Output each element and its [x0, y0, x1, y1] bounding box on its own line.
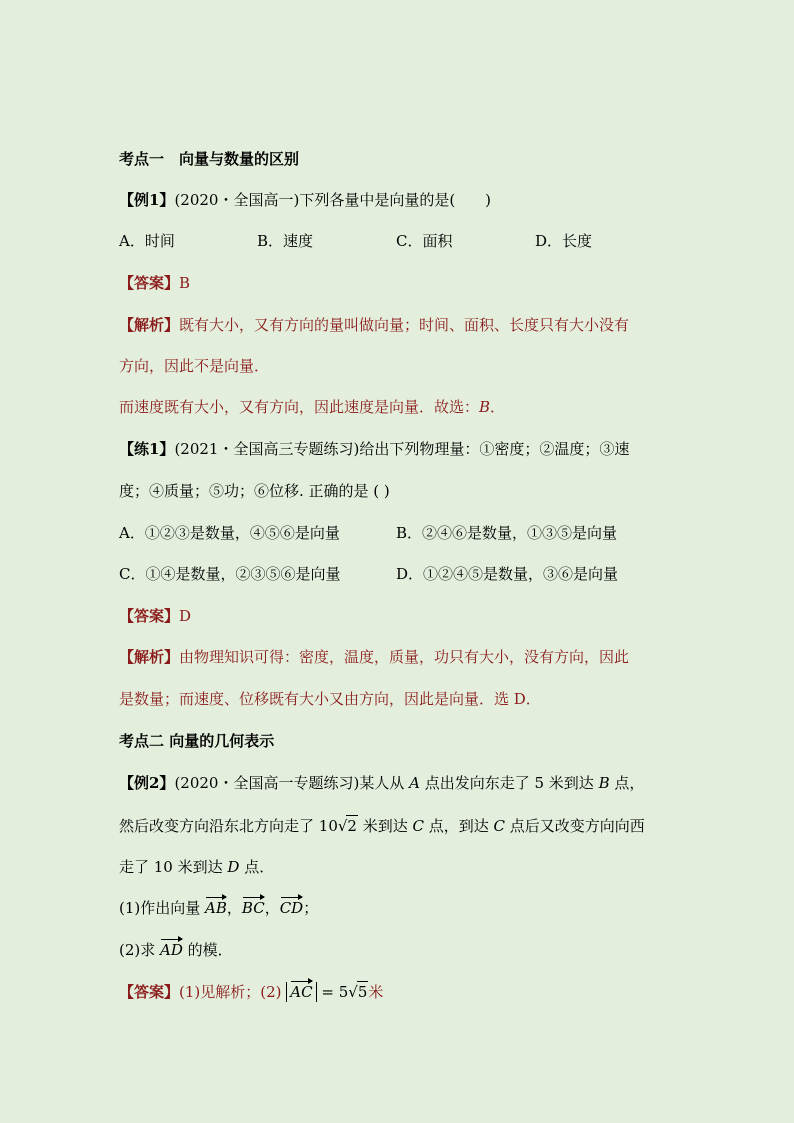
example-1-analysis-line-2: 方向，因此不是向量． [119, 357, 270, 375]
example-1-option-a: A．时间 [119, 232, 175, 250]
example-1-option-c: C．面积 [396, 232, 453, 250]
practice-1-stem-line-1: 【练1】(2021・全国高三专题练习)给出下列物理量：①密度；②温度；③速 [119, 440, 630, 458]
example-1-option-b: B．速度 [257, 232, 314, 250]
example-1-analysis-line-1: 【解析】既有大小，又有方向的量叫做向量；时间、面积、长度只有大小没有 [119, 316, 630, 334]
practice-1-option-a: A．①②③是数量，④⑤⑥是向量 [119, 524, 340, 542]
practice-1-option-d: D．①②④⑤是数量，③⑥是向量 [396, 565, 619, 583]
section-1-title: 考点一 向量与数量的区别 [119, 150, 300, 168]
practice-1-answer [119, 606, 191, 626]
example-2-stem-line-1: 【例2】(2020・全国高一专题练习)某人从 A 点出发向东走了 5 米到达 B 点， [119, 774, 645, 792]
analysis-tag: 【解析】 [119, 648, 180, 666]
vector-ac: AC [290, 983, 313, 1001]
practice-1-tag: 【练1】 [119, 440, 175, 458]
example-1-tag: 【例1】 [119, 191, 175, 209]
example-2-tag: 【例2】 [119, 774, 175, 792]
example-1-question: (2020・全国高一)下列各量中是向量的是( ) [174, 191, 492, 209]
absolute-value [286, 982, 316, 1002]
practice-1-analysis-line-2: 是数量；而速度、位移既有大小又由方向，因此是向量．选 D． [119, 690, 541, 708]
example-2-question-2: (2)求 AD 的模． [119, 941, 233, 959]
sqrt-sign: √ [337, 817, 348, 835]
vector-bc: BC [241, 899, 265, 917]
sqrt-sign: √ [348, 983, 358, 1001]
practice-1-stem-line-2: 度；④质量；⑤功；⑥位移. 正确的是 ( ) [119, 482, 390, 500]
vector-ab: AB [205, 899, 227, 917]
example-1-answer [119, 273, 190, 293]
practice-1-option-c: C．①④是数量，②③⑤⑥是向量 [119, 565, 341, 583]
answer-tag: 【答案】 [119, 274, 180, 292]
example-2-answer: 【答案】(1)见解析；(2) AC = 5√5米 [119, 983, 384, 1001]
example-1-option-d: D．长度 [535, 232, 593, 250]
answer-tag: 【答案】 [119, 983, 180, 1001]
example-1-stem [119, 190, 491, 210]
example-1-analysis-line-3: 而速度既有大小，又有方向，因此速度是向量．故选：B． [119, 398, 506, 416]
section-2-title: 考点二 向量的几何表示 [119, 732, 275, 750]
practice-1-analysis-line-1: 【解析】由物理知识可得：密度，温度，质量，功只有大小，没有方向，因此 [119, 648, 630, 666]
answer-value: B [179, 274, 191, 292]
vector-ad: AD [160, 941, 183, 959]
example-2-question-1: (1)作出向量 AB，BC，CD； [119, 899, 319, 917]
analysis-tag: 【解析】 [119, 316, 180, 334]
vector-cd: CD [279, 899, 304, 917]
answer-tag: 【答案】 [119, 607, 180, 625]
practice-1-option-b: B．②④⑥是数量，①③⑤是向量 [396, 524, 618, 542]
answer-value: D [179, 607, 192, 625]
example-2-stem-line-2: 然后改变方向沿东北方向走了 10√2 米到达 C 点，到达 C 点后又改变方向向西 [119, 817, 645, 835]
example-2-stem-line-3: 走了 10 米到达 D 点． [119, 858, 275, 876]
